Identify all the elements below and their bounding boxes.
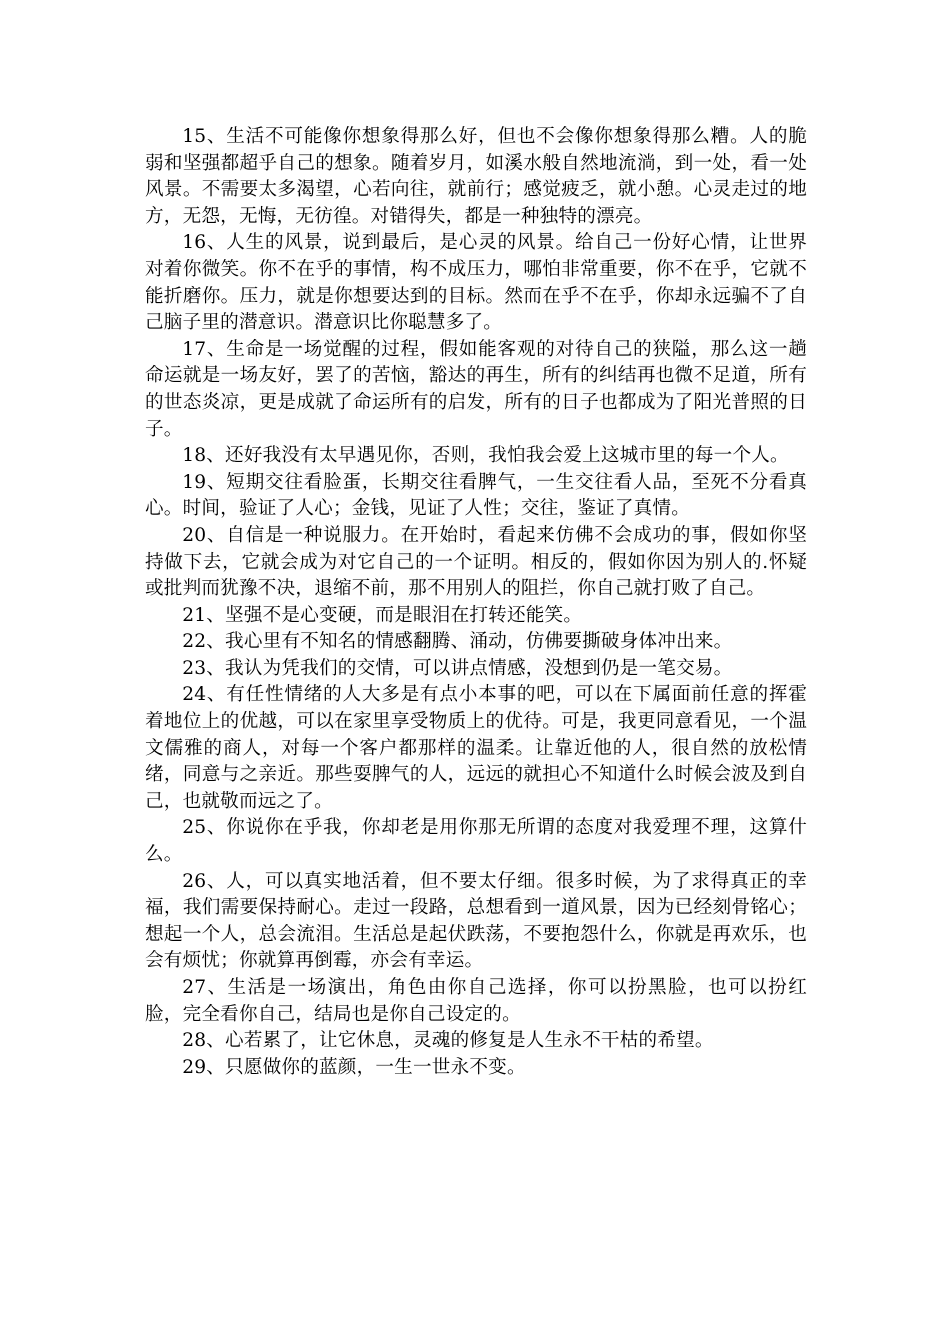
paragraph-16: 16、人生的风景，说到最后，是心灵的风景。给自己一份好心情，让世界对着你微笑。你不在乎的事情，构不成压力，哪怕非常重要，你不在乎，它就不能折磨你。压力，就是你想要达到的目标。然而在乎不在乎，你却永远骗不了自己脑子里的潜意识。潜意识比你聪慧多了。 [145,232,807,334]
paragraph-17: 17、生命是一场觉醒的过程，假如能客观的对待自己的狭隘，那么这一趟命运就是一场友好，罢了的苦恼，豁达的再生，所有的纠结再也微不足道，所有的世态炎凉，更是成就了命运所有的启发，所有的日子也都成为了阳光普照的日子。 [145,338,807,440]
paragraph-28: 28、心若累了，让它休息，灵魂的修复是人生永不干枯的希望。 [182,1030,714,1052]
paragraph-26: 26、人，可以真实地活着，但不要太仔细。很多时候，为了求得真正的幸福，我们需要保持耐心。走过一段路，总想看到一道风景，因为已经刻骨铭心；想起一个人，总会流泪。生活总是起伏跌荡，不要抱怨什么，你就是再欢乐，也会有烦忧；你就算再倒霉，亦会有幸运。 [145,870,807,972]
paragraph-27: 27、生活是一场演出，角色由你自己选择，你可以扮黑脸，也可以扮红脸，完全看你自己，结局也是你自己设定的。 [145,977,807,1025]
paragraph-22: 22、我心里有不知名的情感翻腾、涌动，仿佛要撕破身体冲出来。 [182,631,733,653]
paragraph-21: 21、坚强不是心变硬，而是眼泪在打转还能笑。 [182,604,583,626]
paragraph-20: 20、自信是一种说服力。在开始时，看起来仿佛不会成功的事，假如你坚持做下去，它就会成为对它自己的一个证明。相反的，假如你因为别人的.怀疑或批判而犹豫不决，退缩不前，那不用别人的阻拦，你自己就打败了自己。 [145,524,807,600]
paragraph-19: 19、短期交往看脸蛋，长期交往看脾气，一生交往看人品，至死不分看真心。时间，验证了人心；金钱，见证了人性；交往，鉴证了真情。 [145,471,807,520]
paragraph-25: 25、你说你在乎我，你却老是用你那无所谓的态度对我爱理不理，这算什么。 [145,817,807,866]
paragraph-15: 15、生活不可能像你想象得那么好，但也不会像你想象得那么糟。人的脆弱和坚强都超乎自己的想象。随着岁月，如溪水般自然地流淌，到一处，看一处风景。不需要太多渴望，心若向往，就前行；感觉疲乏，就小憩。心灵走过的地方，无怨，无悔，无彷徨。对错得失，都是一种独特的漂亮。 [145,126,807,227]
paragraph-29: 29、只愿做你的蓝颜，一生一世永不变。 [182,1056,526,1078]
paragraph-24: 24、有任性情绪的人大多是有点小本事的吧，可以在下属面前任意的挥霍着地位上的优越，可以在家里享受物质上的优待。可是，我更同意看见，一个温文儒雅的商人，对每一个客户都那样的温柔。让靠近他的人，很自然的放松情绪，同意与之亲近。那些耍脾气的人，远远的就担心不知道什么时候会波及到自己，也就敬而远之了。 [145,684,807,812]
paragraph-18: 18、还好我没有太早遇见你，否则，我怕我会爱上这城市里的每一个人。 [182,445,789,467]
document-body [145,124,807,1081]
paragraph-23: 23、我认为凭我们的交情，可以讲点情感，没想到仍是一笔交易。 [182,657,733,679]
